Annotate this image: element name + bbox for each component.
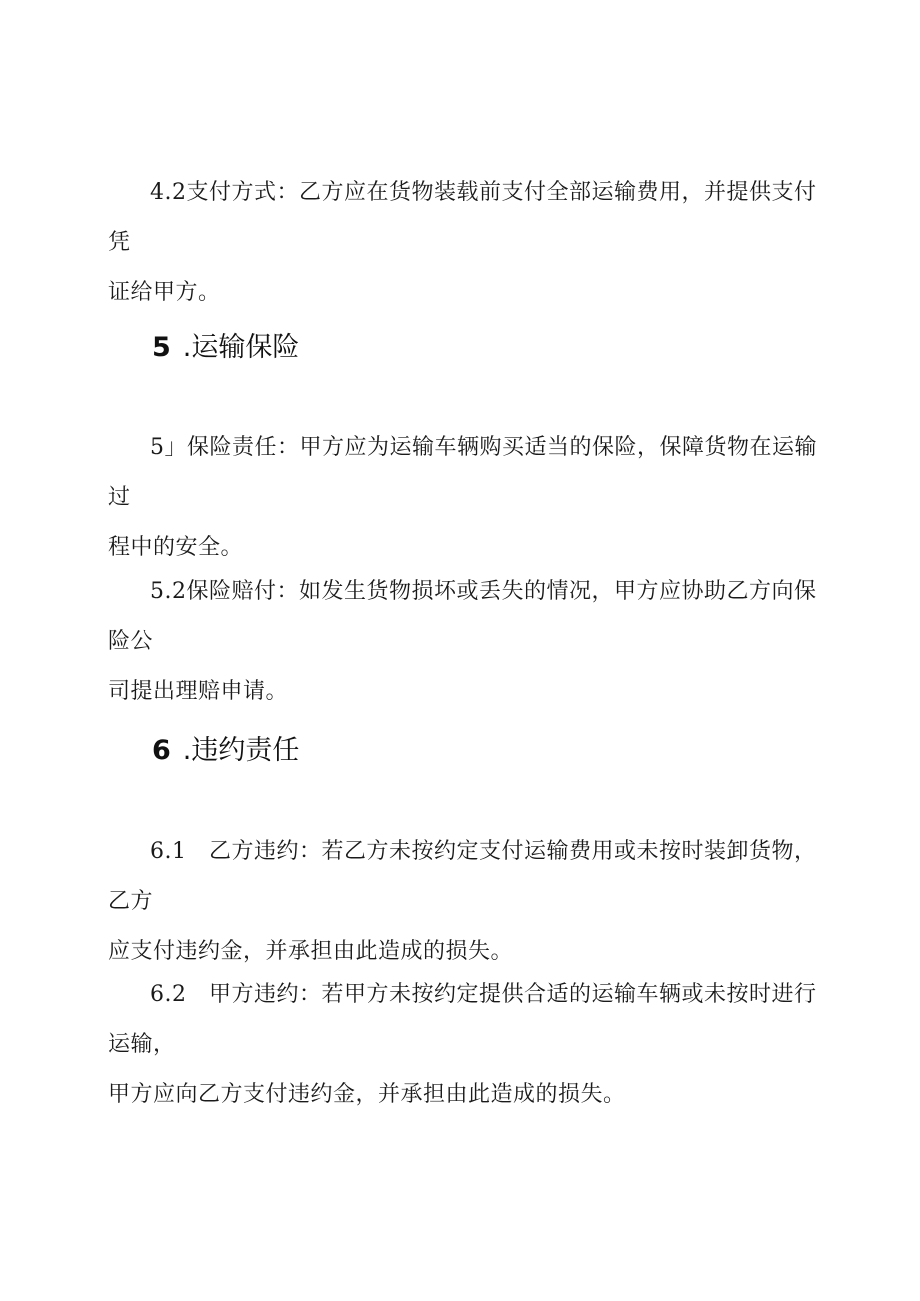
clause-5-2 (108, 567, 820, 717)
section-6-heading (152, 731, 299, 771)
section-5-heading-title: .运输保险 (182, 332, 300, 363)
clause-6-2 (108, 970, 820, 1120)
clause-6-1-line-2: 应支付违约金，并承担由此造成的损失。 (108, 939, 514, 964)
clause-6-1-line-1: 6.1 乙方违约：若乙方未按约定支付运输费用或未按时装卸货物，乙方 (108, 839, 817, 914)
clause-4-2-line-2: 证给甲方。 (108, 280, 221, 305)
clause-6-2-line-2: 甲方应向乙方支付违约金，并承担由此造成的损失。 (108, 1082, 626, 1107)
section-6-heading-number: 6 (152, 735, 171, 766)
clause-5-1-line-1: 5」保险责任：甲方应为运输车辆购买适当的保险，保障货物在运输过 (108, 435, 817, 510)
clause-4-2 (108, 168, 820, 318)
clause-6-1 (108, 827, 820, 977)
clause-5-2-line-1: 5.2保险赔付：如发生货物损坏或丢失的情况，甲方应协助乙方向保险公 (108, 579, 817, 654)
clause-5-1 (108, 423, 820, 573)
clause-5-1-line-2: 程中的安全。 (108, 535, 244, 560)
section-6-heading-title: .违约责任 (182, 735, 300, 766)
section-5-heading-number: 5 (152, 332, 171, 363)
section-5-heading (152, 328, 299, 368)
clause-4-2-line-1: 4.2支付方式：乙方应在货物装载前支付全部运输费用，并提供支付凭 (108, 180, 817, 255)
clause-6-2-line-1: 6.2 甲方违约：若甲方未按约定提供合适的运输车辆或未按时进行运输， (108, 982, 817, 1057)
clause-5-2-line-2: 司提出理赔申请。 (108, 679, 289, 704)
